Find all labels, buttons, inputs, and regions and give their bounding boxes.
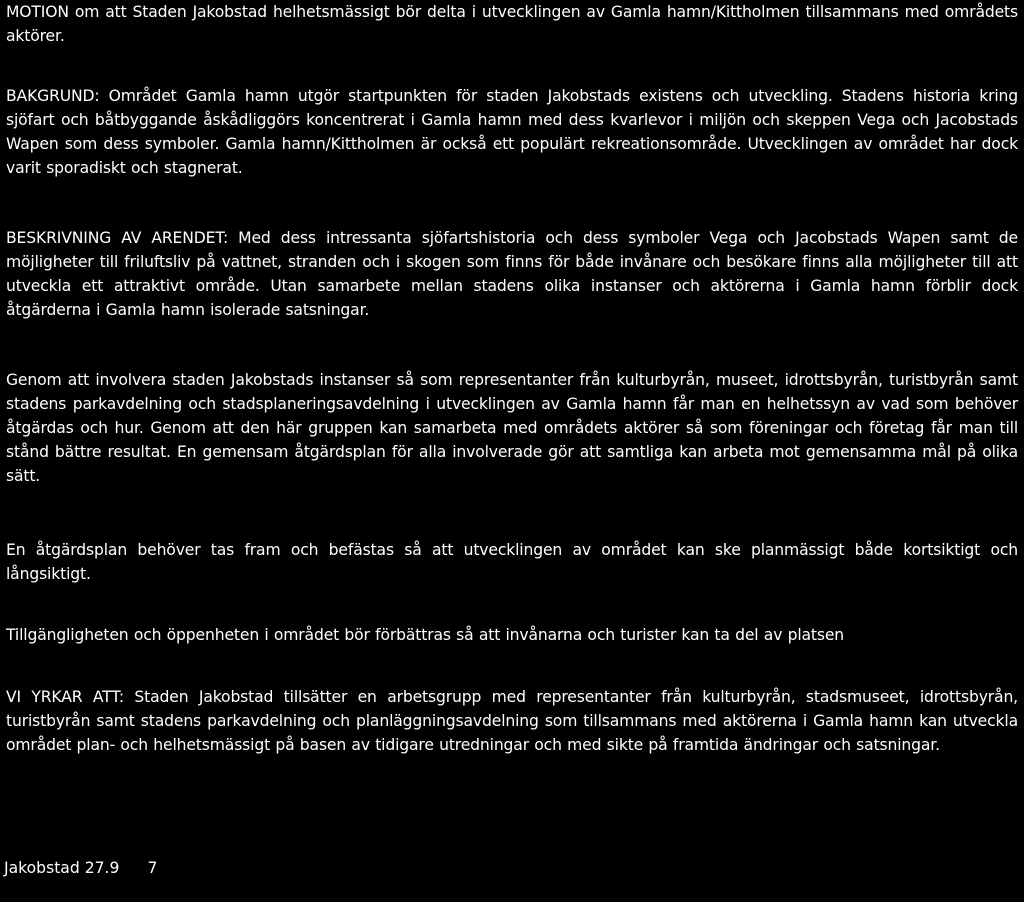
page-footer <box>4 856 157 880</box>
yrkar-paragraph: VI YRKAR ATT: Staden Jakobstad tillsätter en arbetsgrupp med representanter från kulturbyrån, stadsmuseet, idrottsbyrån, turistbyrån samt stadens parkavdelning och planläggningsavdelning som tillsammans med aktörerna i Gamla hamn kan utveckla området plan- och helhetsmässigt på basen av tidigare utredningar och med sikte på framtida ändringar och satsningar. <box>6 688 1018 754</box>
footer-place-date: Jakobstad 27.9 <box>4 859 120 877</box>
beskrivning-paragraph: BESKRIVNING AV ARENDET: Med dess intressanta sjöfartshistoria och dess symboler Vega och Jacobstads Wapen samt de möjligheter till friluftsliv på vattnet, stranden och i skogen som finns för både invånare och besökare finns alla möjligheter till att utveckla ett attraktivt område. Utan samarbete mellan stadens olika instanser och aktörerna i Gamla hamn förblir dock åtgärderna i Gamla hamn isolerade satsningar. <box>6 229 1018 319</box>
atgardsplan-paragraph: En åtgärdsplan behöver tas fram och befästas så att utvecklingen av området kan ske planmässigt både kortsiktigt och långsiktigt. <box>6 541 1018 583</box>
footer-page-number: 7 <box>147 859 158 877</box>
tillganglighet-paragraph: Tillgängligheten och öppenheten i området bör förbättras så att invånarna och turister kan ta del av platsen <box>6 626 845 644</box>
motion-paragraph: MOTION om att Staden Jakobstad helhetsmässigt bör delta i utvecklingen av Gamla hamn/Kittholmen tillsammans med områdets aktörer. <box>6 3 1018 45</box>
bakgrund-paragraph: BAKGRUND: Området Gamla hamn utgör startpunkten för staden Jakobstads existens och utveckling. Stadens historia kring sjöfart och båtbyggande åskådliggörs koncentrerat i Gamla hamn med dess kvarlevor i miljön och skeppen Vega och Jacobstads Wapen som dess symboler. Gamla hamn/Kittholmen är också ett populärt rekreationsområde. Utvecklingen av området har dock varit sporadiskt och stagnerat. <box>6 87 1018 177</box>
genom-paragraph: Genom att involvera staden Jakobstads instanser så som representanter från kulturbyrån, museet, idrottsbyrån, turistbyrån samt stadens parkavdelning och stadsplaneringsavdelning i utvecklingen av Gamla hamn får man en helhetssyn av vad som behöver åtgärdas och hur. Genom att den här gruppen kan samarbeta med områdets aktörer så som föreningar och företag får man till stånd bättre resultat. En gemensam åtgärdsplan för alla involverade gör att samtliga kan arbeta mot gemensamma mål på olika sätt. <box>6 371 1018 485</box>
